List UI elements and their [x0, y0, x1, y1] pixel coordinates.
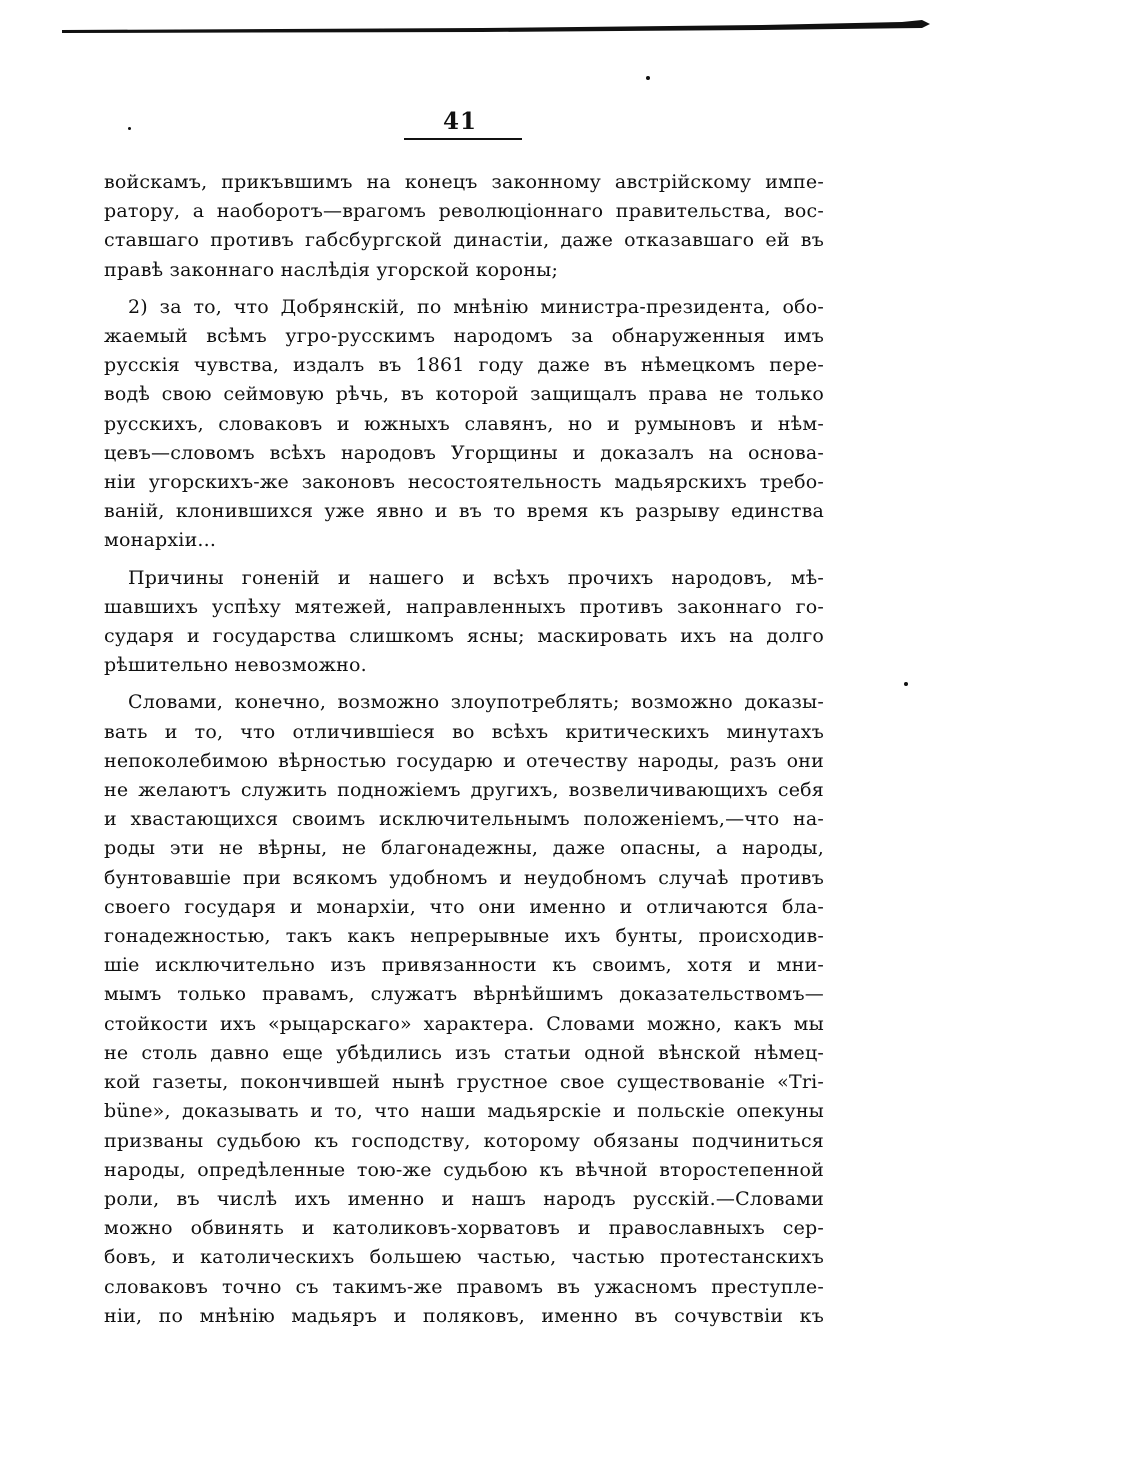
text-line: жаемый всѣмъ угро-русскимъ народомъ за обнаруженныя имъ — [104, 325, 824, 348]
text-line: ніи, по мнѣнію мадьяръ и поляковъ, именно въ сочувствіи къ — [104, 1304, 824, 1327]
text-line: бунтовавшіе при всякомъ удобномъ и неудобномъ случаѣ противъ — [104, 866, 824, 889]
text-line: правѣ законнаго наслѣдія угорской короны; — [104, 258, 559, 281]
text-line: кой газеты, покончившей нынѣ грустное свое существованіе «Tri- — [104, 1071, 824, 1094]
page-number: 41 — [442, 108, 477, 135]
text-line: büne», доказывать и то, что наши мадьярскіе и польскіе опекуны — [104, 1100, 824, 1123]
text-line: рѣшительно невозможно. — [104, 654, 367, 677]
text-line: войскамъ, прикъвшимъ на конецъ законному австрійскому импе- — [104, 171, 824, 193]
text-line: цевъ—словомъ всѣхъ народовъ Угорщины и доказалъ на основа- — [104, 441, 824, 464]
text-line: роли, въ числѣ ихъ именно и нашъ народъ русскій.—Словами — [104, 1187, 824, 1210]
text-line: гонадежностью, такъ какъ непрерывные ихъ бунты, происходив- — [104, 925, 824, 948]
paragraph — [104, 168, 824, 285]
paragraph — [104, 564, 824, 681]
text-line: словаковъ точно съ такимъ-же правомъ въ ужасномъ преступле- — [104, 1275, 824, 1298]
text-line: стойкости ихъ «рыцарскаго» характера. Словами можно, какъ мы — [104, 1012, 824, 1035]
scan-speck — [646, 76, 650, 80]
text-line: ставшаго противъ габсбургской династіи, даже отказавшаго ей въ — [104, 229, 824, 252]
text-line: непоколебимою вѣрностью государю и отечеству народы, разъ они — [104, 749, 824, 772]
text-line: не желаютъ служить подножіемъ другихъ, возвеличивающихъ себя — [104, 779, 824, 802]
text-line: своего государя и монархіи, что они именно и отличаются бла- — [104, 895, 824, 918]
text-line: и хвастающихся своимъ исключительнымъ положеніемъ,—что на- — [104, 808, 824, 831]
text-line: русскихъ, словаковъ и южныхъ славянъ, но и румыновъ и нѣм- — [104, 412, 824, 435]
page-number-underline — [404, 138, 522, 140]
paragraph-gap — [104, 680, 824, 688]
text-line: можно обвинять и католиковъ-хорватовъ и православныхъ сер- — [104, 1217, 824, 1240]
text-line: сударя и государства слишкомъ ясны; маскировать ихъ на долго — [104, 625, 824, 648]
text-line: монархіи... — [104, 529, 217, 552]
text-line: роды эти не вѣрны, не благонадежны, даже опасны, а народы, — [104, 837, 824, 860]
text-line: Причины гоненій и нашего и всѣхъ прочихъ народовъ, мѣ- — [128, 566, 824, 589]
text-line: 2) за то, что Добрянскій, по мнѣнію министра-президента, обо- — [128, 295, 824, 318]
text-line: ратору, а наоборотъ—врагомъ революціоннаго правительства, вос- — [104, 200, 824, 223]
paragraph-gap — [104, 285, 824, 293]
paragraph — [104, 293, 824, 556]
text-line: мымъ только правамъ, служатъ вѣрнѣйшимъ доказательствомъ— — [104, 983, 824, 1006]
text-line: ваній, клонившихся уже явно и въ то время къ разрыву единства — [104, 500, 824, 523]
text-line: русскія чувства, издалъ въ 1861 году даже въ нѣмецкомъ пере- — [104, 354, 824, 377]
text-line: народы, опредѣленные тою-же судьбою къ вѣчной второстепенной — [104, 1158, 824, 1181]
text-line: шавшихъ успѣху мятежей, направленныхъ противъ законнаго го- — [104, 595, 824, 618]
body-text — [104, 168, 824, 1331]
scan-speck — [904, 682, 908, 686]
text-line: бовъ, и католическихъ большею частью, частью протестанскихъ — [104, 1246, 824, 1269]
text-line: шіе исключительно изъ привязанности къ своимъ, хотя и мни- — [104, 954, 824, 977]
text-line: ніи угорскихъ-же законовъ несостоятельность мадьярскихъ требо- — [104, 471, 824, 494]
top-border-rule — [62, 16, 930, 36]
text-line: Словами, конечно, возможно злоупотреблять; возможно доказы- — [128, 691, 824, 714]
paragraph-gap — [104, 556, 824, 564]
paragraph — [104, 688, 824, 1330]
text-line: не столь давно еще убѣдились изъ статьи одной вѣнской нѣмец- — [104, 1041, 824, 1064]
scan-speck — [128, 127, 131, 130]
text-line: вать и то, что отличившіеся во всѣхъ критическихъ минутахъ — [104, 720, 824, 743]
text-line: водѣ свою сеймовую рѣчь, въ которой защищалъ права не только — [104, 383, 824, 406]
text-line: призваны судьбою къ господству, которому обязаны подчиниться — [104, 1129, 824, 1152]
